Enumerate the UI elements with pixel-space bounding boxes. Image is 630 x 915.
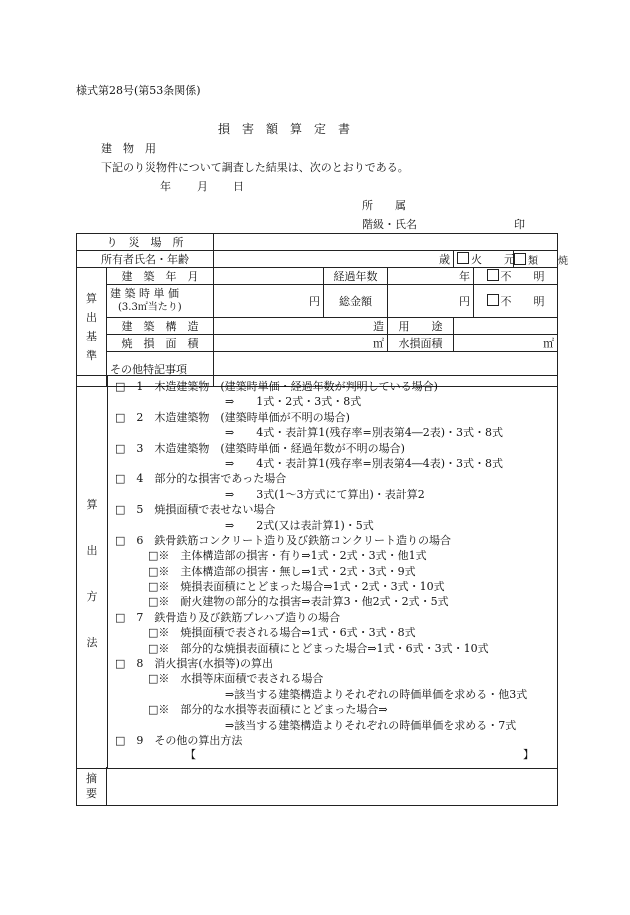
location-value[interactable] <box>214 234 558 251</box>
unknown-checkbox[interactable] <box>487 269 499 281</box>
method-line[interactable]: □ 2 木造建築物 (建築時単価が不明の場合) <box>115 410 350 424</box>
unit-price-label: 建 築 時 単 価 (3.3㎡当たり) <box>107 285 214 318</box>
water-area-value[interactable]: ㎡ <box>454 335 558 352</box>
built-year-unknown[interactable]: 不 明 <box>474 268 558 285</box>
method-line[interactable]: □ 4 部分的な損害であった場合 <box>115 472 287 486</box>
rank-name-label: 階級・氏名 <box>362 218 417 231</box>
structure-value[interactable]: 造 <box>214 318 388 335</box>
calc-label: 算 出 方 法 <box>77 376 108 768</box>
total-amount-value[interactable]: 円 <box>388 285 474 318</box>
bracket-open: 【 <box>185 748 196 761</box>
spread-checkbox[interactable] <box>514 253 526 265</box>
method-line: ⇒ 3式(1～3方式にて算出)・表計算2 <box>115 487 425 501</box>
seal-mark: 印 <box>514 218 525 231</box>
method-list <box>115 379 527 748</box>
method-line[interactable]: □ 6 鉄骨鉄筋コンクリート造り及び鉄筋コンクリート造りの場合 <box>115 533 451 547</box>
calc-section <box>76 375 558 769</box>
method-line[interactable]: □※ 主体構造部の損害・無し⇒1式・2式・3式・9式 <box>115 564 416 578</box>
date-day: 日 <box>233 180 244 193</box>
unknown-checkbox[interactable] <box>487 294 499 306</box>
elapsed-years-label: 経過年数 <box>324 268 388 285</box>
summary-field[interactable] <box>108 767 557 805</box>
method-line: ⇒ 2式(又は表計算1)・5式 <box>115 518 374 532</box>
usage-value[interactable] <box>454 318 558 335</box>
date-year: 年 <box>160 180 171 193</box>
method-line[interactable]: □ 9 その他の算出方法 <box>115 733 243 747</box>
built-year-label: 建 築 年 月 <box>107 268 214 285</box>
method-line: ⇒ 1式・2式・3式・8式 <box>115 395 362 409</box>
method-line[interactable]: □※ 部分的な水損等表面積にとどまった場合⇒ <box>115 703 388 717</box>
method-line: ⇒該当する建築構造よりそれぞれの時価単価を求める・他3式 <box>115 687 528 701</box>
usage-label: 用 途 <box>388 318 454 335</box>
summary-section <box>76 767 558 806</box>
method-line[interactable]: □※ 主体構造部の損害・有り⇒1式・2式・3式・他1式 <box>115 549 427 563</box>
basis-label: 算 出 基 準 <box>77 268 107 387</box>
burned-area-label: 焼 損 面 積 <box>107 335 214 352</box>
affiliation-label: 所 属 <box>362 199 406 212</box>
method-line[interactable]: □※ 部分的な焼損表面積にとどまった場合⇒1式・6式・3式・10式 <box>115 641 489 655</box>
location-label: り 災 場 所 <box>77 234 214 251</box>
intro-text: 下記のり災物件について調査した結果は、次のとおりである。 <box>101 161 409 174</box>
method-line[interactable]: □※ 水損等床面積で表される場合 <box>115 672 324 686</box>
summary-label: 摘 要 <box>77 767 107 805</box>
date-month: 月 <box>197 180 208 193</box>
method-line[interactable]: □ 3 木造建築物 (建築時単価・経過年数が不明の場合) <box>115 441 405 455</box>
method-line: ⇒ 4式・表計算1(残存率=別表第4―2表)・3式・8式 <box>115 426 504 440</box>
spread-option[interactable]: 類 焼 <box>514 251 558 268</box>
structure-label: 建 築 構 造 <box>107 318 214 335</box>
method-line[interactable]: □ 5 焼損面積で表せない場合 <box>115 503 276 517</box>
subtitle: 建 物 用 <box>101 142 156 155</box>
fire-origin-checkbox[interactable] <box>457 252 469 264</box>
form-number: 様式第28号(第53条関係) <box>76 84 201 97</box>
burned-area-value[interactable]: ㎡ <box>214 335 388 352</box>
water-area-label: 水損面積 <box>388 335 454 352</box>
bracket-close: 】 <box>523 748 534 761</box>
method-line[interactable]: □ 1 木造建築物 (建築時単価・経過年数が判明している場合) <box>115 380 438 393</box>
built-year-value[interactable] <box>214 268 324 285</box>
owner-label: 所有者氏名・年齢 <box>77 251 214 268</box>
method-line[interactable]: □※ 焼損表面積にとどまった場合⇒1式・2式・3式・10式 <box>115 580 445 594</box>
method-line[interactable]: □ 7 鉄骨造り及び鉄筋プレハブ造りの場合 <box>115 610 341 624</box>
fire-origin-option[interactable]: 火 元 <box>454 251 514 268</box>
info-table <box>76 233 568 387</box>
unit-price-unknown[interactable]: 不 明 <box>474 285 558 318</box>
method-line: ⇒ 4式・表計算1(残存率=別表第4―4表)・3式・8式 <box>115 456 504 470</box>
total-amount-label: 総金額 <box>324 285 388 318</box>
other-notes-label: その他特記事項 <box>107 352 214 387</box>
method-line[interactable]: □ 8 消火損害(水損等)の算出 <box>115 657 273 671</box>
age-unit: 歳 <box>439 253 450 266</box>
owner-age-field[interactable] <box>214 251 454 268</box>
unit-price-value[interactable]: 円 <box>214 285 324 318</box>
method-line: ⇒該当する建築構造よりそれぞれの時価単価を求める・7式 <box>115 718 517 732</box>
method-line[interactable]: □※ 焼損面積で表される場合⇒1式・6式・3式・8式 <box>115 626 416 640</box>
page-title: 損 害 額 算 定 書 <box>218 122 351 136</box>
elapsed-years-value[interactable]: 年 <box>388 268 474 285</box>
method-line[interactable]: □※ 耐火建物の部分的な損害⇒表計算3・他2式・2式・5式 <box>115 595 449 609</box>
